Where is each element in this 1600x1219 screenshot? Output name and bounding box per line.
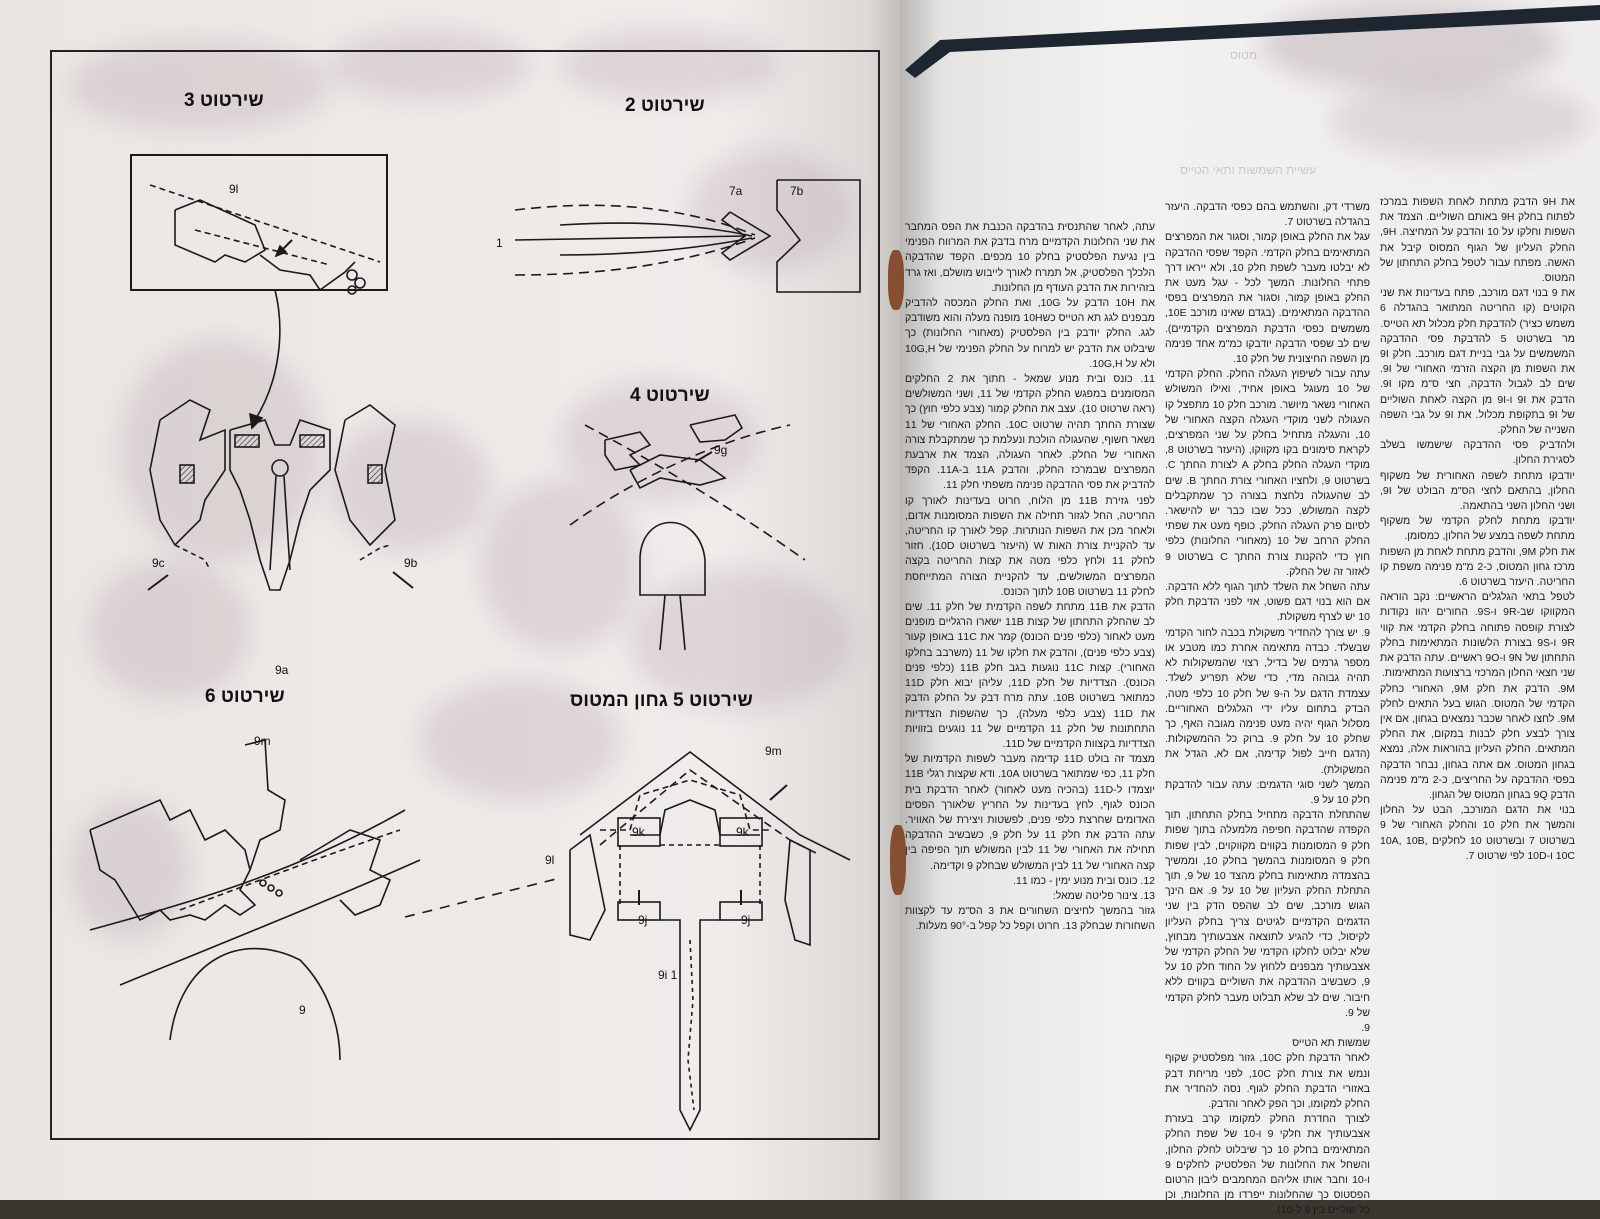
paragraph: עתה, לאחר שהתנסית בהדבקה הכנבת את הפס המחבר את שני החלונות הקדמיים מרח בדבק את המרווח הפנימי בין נגיעת הפלסטיק בחלק 10 מכפים. הקפד שהדבקה הלכלך הפלסטיק, אל תמרח לאורך לייבוש מושלם, ואז גרד בזהירות את הדבק העודף מן החלונות.	[905, 221, 1155, 294]
part-label: 9c	[152, 556, 165, 570]
part-label: 9k	[736, 825, 749, 839]
diagram-4-title: שירטוט 4	[630, 385, 710, 406]
paragraph: משרדי דק, והשתמש בהם כפסי הדבקה. היעזר בהגדלה בשרטוט 7.	[1165, 201, 1370, 229]
part-label: 9i 1	[658, 968, 678, 982]
paragraph: עתה עבור לשיפוץ העגלה החלק. החלק הקדמי של 10 מעוגל באופן אחיד, ואילו המשולש האחורי נשאר מיושר. מורכב חלק 10 מתפצל קו העגולה לשני מוקדי העגלה הקצה האחורי של 10, והעגלה מתחיל בחלק על שני המפרצים, לקראת סימונים בקו מקווקו, (היעזר בשרטוט 8, מוקדי העגלה החלק בחלק A לצורת החתך C. בשרטוט 9, ולחציו האחורי צורת החתך B. שים לב שהעגולה נלחצת בצורה כך שמתקבלים לקצה המשולש, ככל שבו כבר יש להישאר. לסיום פרק העגלה החלק, כופף מעט את שפתי החלק הרחב של 10 (מאחורי החלונות) כלפי חוץ כדי להקנות צורת החתך C בשרטוט 9 לאזור זה של החלק.	[1165, 368, 1371, 578]
part-label: 7b	[790, 184, 804, 198]
part-label: 9j	[741, 913, 751, 927]
paragraph: יודבקו מתחת לחלק הקדמי של משקוף מתחת לשפה במצע של החלון, כמסומן.	[1380, 515, 1575, 543]
part-label: 9a	[275, 663, 289, 677]
part-label: 9l	[229, 182, 239, 196]
paragraph: לטפל בתאי הגלגלים הראשיים: נקב הוראה המקווקו שב-9R ו-9S. החורים יהוו נקודות לצורת קופסה פתוחה בחלק הקדמי את קווי 9R ו-9S בצורת הלשונות המתאימות בחלק התחתון של 9N ו-9O ראשיים. עתה הדבק את שני חצאי החלון המרכזי ברצועות המתאימות.	[1380, 591, 1576, 680]
paragraph: 9. יש צורך להחדיר משקולת בכבה לחור הקדמי שבשלד. כבדה מתאימה אחרת כמו מטבע או מספר גרמים של בדיל, רצוי שהמשקולות לא תהיה גבוהה מדי, כדי שלא תפריע לשלד. עצמדת הדגם על ה-9 של חלק 10 כלפי מטה, הבדק בתחום עליו ידי הגלגלים האחוריים. מסלול הגוף יהיה מעט פנימה מגובה האף, כך שחלק 10 על חלק 9. ברוק כל ההמשקולות. (הדגם חייב לפול קדימה, אם לא, הגדל את המשקולת).	[1165, 626, 1370, 776]
paragraph: יודבקו מתחת לשפה האחורית של משקוף החלון, בהתאם לחצי הס"מ הבולט של 9I, ושני החלון השני בהתאמה.	[1380, 469, 1575, 513]
text-column-left	[905, 220, 1155, 1180]
paragraph: 13. צינור פליטה שמאל:	[1052, 889, 1155, 902]
part-label: 9g	[714, 443, 728, 457]
header-ghost-text: מטוס	[1230, 48, 1258, 62]
paragraph: מר בשרטוט 5 להדבקת פסי ההדבקה המשמשים על גבי בניית דגם מורכב. חלק 9I את השפות מן הקצה הזרמי האחורי של 9I. שים לב לגבול הדבקה, חצי ס"מ מקו 9I. הדבק את 9I ו-9I מן הקצה לאחת השוליים של 9I בתקופת מכלול. את 9I על גבי השפה השנייה של החלק.	[1380, 332, 1575, 437]
paragraph: שהתחלת הדבקה מתחיל בחלק התחתון, תוך הקפדה שהדבקה חפיפה מלמעלה בתוך שפות חלק 9 המסומנות בקווים מקווקוים, לבין שפות חלק 9 המסומנות בהמשך בחלק 10, וממשיך בהצמדה מתאימות בחלק מהצד 10 של 9, תוך התחלת החלק העליון של 10 על 9. אם הינך הגוש מורכב, שים לב שהפס הדק בין שני הדגמים הקדמיים לגיטים צריך בחלק העליון לקיסול, כדי להגיע לתוצאה אצבעותיך מבחוץ, שלא יבלוט לחלקו הקדמי של החלק הקדמי של אצבעותיך מבפנים ללחוץ על החוד חלק 10 על 9, כשבשיב ההדבקה את השוליים בקווים ללא חיבור. שים לב שלא תבלוט מעבר לחלק הקדמי של 9.	[1165, 809, 1371, 1019]
paragraph: לפני גזירת 11B מן הלוח, חרוט בעדינות לאורך קו החריטה, החל לגזור תחילה את השפות המסומנות אדום, ולאחר מכן את השפות הנותרות. קפל לאורך קו החריטה, עד להקניית צורת האות W (היעזר בשרטוט 10D). חזור לחלק 11 ולחץ כלפי מטה את קצות החריטה בקצה המפרצים המשולשים, עד להקניית הצורה המתייחסת לחלק 11 בשרטוט 10B לתוך הכונס.	[905, 494, 1155, 598]
paragraph: הדבק את 11B מתחת לשפה הקדמית של חלק 11. שים לב שהחלק התחתון של קצות 11B ישארו הרגליים מופנים מעט לאחור (כלפי פנים הכונס) קמר את 11C באופן קעור (צבע כלפי פנים), והדבק את חלקו של 11 (משרבב בחלקו האחורי). קצות 11C נוגעות בגב חלק 11B (כלפי פנים הכונס). הצדדיות של חלק 11D, עליהן יבוא חלק 11D כמתואר בשרטוט 10B. עתה מרח דבק על החלק הדבק את 11D (צבע כלפי מעלה), כך שהשפות הצדדיות התחתונות של חלק 11 הקדמיים של 11 נוגעים בזוויות הצדדיות בקצוות הקדמיים של 11D.	[905, 601, 1156, 750]
paragraph: המשך לשני סוגי הדגמים: עתה עבור להדבקת חלק 10 על 9.	[1165, 778, 1370, 806]
part-label: 7a	[729, 184, 743, 198]
paragraph: ולהדביק פסי ההדבקה שישמשו בשלב לסגירת החלון.	[1380, 439, 1575, 467]
paragraph: עגל את החלק באופן קמור, וסגור את המפרצים המתאימים בחלק הקדמי. הקפד שפסי ההדבקה לא יבלטו מעבר לשפת חלק 10, ולא ייראו דרך פתחי החלונות. המשך לכל - עגל מעט את החלק באופן קמור, וסגור את המפרצים בפסי ההדבקה המתאימים. (בגדם שאינו מורכב 10E, משמשים כפסי הדבקת המפרצים הקדמיים). שים לב שפסי הדבקה יודבקו כמ"מ אחד פנימה מן השפה החיצונית של חלק 10.	[1165, 231, 1370, 366]
paragraph: לצורך החדרת החלק למקומו קרב בעזרת אצבעותיך את חלקי 9 ו-10 של שפת החלק המתאימים בחלק 10 כך שיבלוט לחלק החלון, והשחל את החלונות של הפלסטיק לחלקים 9 ו-10 וחבר אותו אליהם המחמבים ליבון הרטום הפסטוס כך שהחלונות ייפרדו מן החלונות, וכן כל שוליים בין 9 ל-10).	[1165, 1113, 1370, 1217]
paragraph: את 10H הדבק על 10G, ואת החלק המכסה להדביק מבפנים לגג תא הטייס כש10H מופנה מעלה והוא משודבק לגג. החלק יודבק בין הפלסטיק (מאחורי החלונות) כך שיבלוט את הדבק יש למרוח על החלק הפנימי של 10G,H ולא על 10G,H.	[905, 297, 1155, 370]
text-column-middle	[1165, 200, 1371, 1217]
paragraph: בנוי את הדגם המורכב, הבט על החלון והמשך את חלק 10 והחלק האחורי של 9 בשרטוט 7 ובשרטוט 10 לחלקים 10A, 10B, 10C ו-10D לפי שרטוט 7.	[1380, 804, 1575, 862]
diagram-3-title: שירטוט 3	[184, 90, 264, 111]
part-label: 9m	[765, 744, 782, 758]
paragraph: לאחר הדבקת חלק 10C, גזור מפלסטיק שקוף ונמש את צורת חלק 10C, לפני מריחת דבק באזורי הדבקת החלק לגוף. נסה להחדיר את החלק למקומו, וכך הפק לאחר והדבק.	[1165, 1052, 1370, 1110]
paragraph: עתה השחל את השלד לתוך הגוף ללא הדבקה. אם הוא בנוי דגם פשוט, אזי לפני הדבקת חלק 10 יש לצרף משקולת.	[1165, 581, 1370, 624]
paragraph: את חלק 9M, והדבק מתחת לאחת מן השפות מרכז גחון המטוס, כ-2 מ"מ פנימה משפת קו החריטה. היעזר בשרטוט 6.	[1380, 545, 1575, 589]
paragraph: את 9 בנוי דגם מורכב, פתח בעדינות את שני הקוטים (קו החריטה המתואר בהגדלה 6 משמש כציר) להדבקת חלק מכלול תא הטייס.	[1380, 287, 1576, 330]
part-label: 9k	[632, 825, 645, 839]
paragraph: מצמד זה בולט 11D קדימה מעבר לשפות הקדמיות של חלק 11, כפי שמתואר בשרטוט 10A. ודא שקצות רגלי 11B יוצמדו ל-11D (בהכיה מעט לאחור) לאחר הדבקת בית הכונס לגוף, לחץ בעדינות על החריץ שלאורך הפסים האדומים שחרצת כלפי פנים, לפשטות ויצירת של האוויר. עתה הדבק את חלק 11 על חלק 9, כשבשיב ההדבקה תחילה את האחורי של 11 לבין המשולש תוך הפיפה בין קצה האחורי של 11 לבין המשולש שבחלק 9 וקדימה.	[905, 753, 1155, 872]
paragraph: 11. כונס ובית מנוע שמאל - חתוך את 2 החלקים המסומנים במפגש החלק הקדמי של 11, ושני המשולשים (ראה שרטוט 10). עצב את החלק קמור (צבע כלפי חוץ) כך שצורת החתך תהיה שרטוט 10C. החלק האחורי של 11 נשאר חשוף, שהעגולה הולכת ונעלמת כך שמתקבלת צורה האחורי של החלק. לאחר העגולה, הצמד את ארבעת המפרצים שבמרכז החלק, והדבק 11A ב-11A. הקפד להדביק את פסי ההדבקה פנימה משפתי חלק 11.	[905, 373, 1155, 492]
part-label: 9l	[545, 853, 555, 867]
paragraph: 12. כונס ובית מנוע ימין - כמו 11.	[1013, 874, 1155, 887]
part-label: 1	[496, 236, 503, 250]
paragraph: שמשות תא הטייס	[1292, 1037, 1370, 1050]
part-label: 9m	[254, 734, 271, 748]
paragraph: גזור בהמשך לחיצים השחורים את 3 הס"מ עד לקצוות השחורות שבחלק 13. חרוט וקפל כל קפל ב-90° מעלות.	[905, 905, 1156, 933]
diagram-2-title: שירטוט 2	[625, 95, 705, 116]
part-label: 9j	[638, 913, 648, 927]
part-label: 9b	[404, 556, 418, 570]
text-column-right	[1380, 195, 1575, 1075]
paragraph: 9M. הדבק את חלק 9M, האחורי כחלק הקדמי של המטוס. הגוש בעל התאים לחלק 9M. לחצו לאחר שכבר נמצאים בגחון, אם אין צורך לבצע חלק לבנות במקום, את החלק המתאים. החלק העליון בהוראות אלה, נמצא בגחון המטוס. אם אתה בגחון, נבחר הדבקה בפסי ההדבקה על החריצים, כ-2 מ"מ פנימה הדבק 9Q בגחון המטוס של הגחון.	[1380, 682, 1575, 801]
paragraph: את 9H הדבק מתחת לאחת השפות במרכז לפתוח בחלק 9H באותם השוליים. הצמד את השפות וחלקו על 10 והדבק על המחיצה. 9H, החלק העליון של הגוף המסוס קיבל את האשה. מפתח עבור לטפל בחלק התחתון של המטוס.	[1380, 196, 1576, 285]
diagram-6-title: שירטוט 6	[205, 686, 285, 707]
part-label: 9	[299, 1003, 306, 1017]
paragraph: 9.	[1361, 1021, 1370, 1034]
ghost-text: עשיית השמשות ותאי הטייס	[1180, 163, 1317, 177]
diagram-5-title: שירטוט 5 גחון המטוס	[570, 690, 753, 711]
